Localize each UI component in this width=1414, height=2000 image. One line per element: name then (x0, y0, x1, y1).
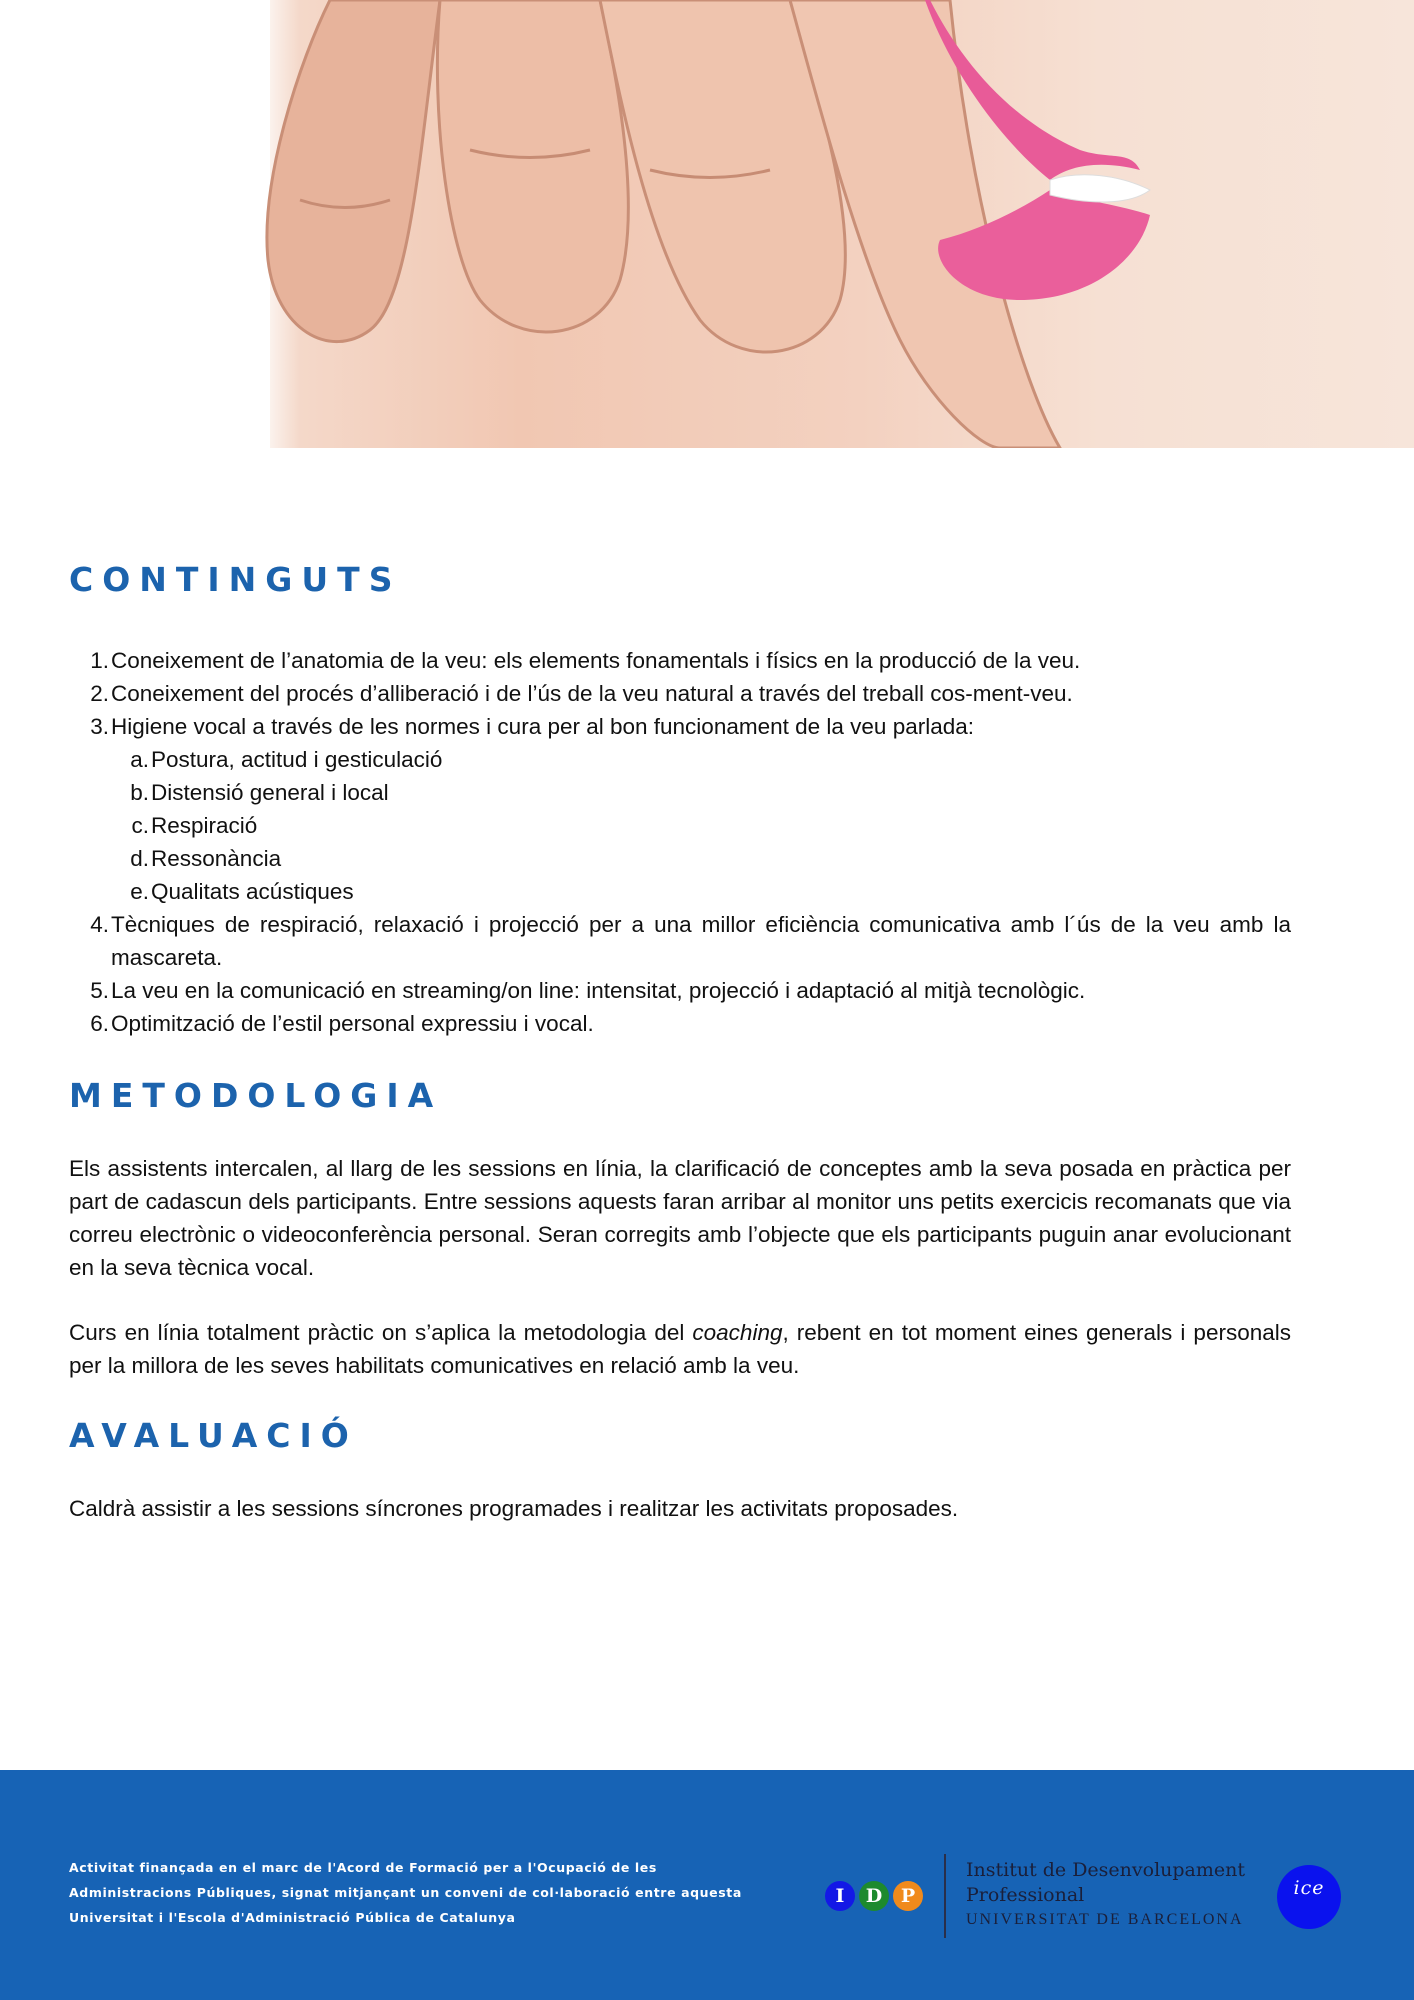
sublist-text: Qualitats acústiques (151, 879, 354, 904)
metodologia-paragraph-1: Els assistents intercalen, al llarg de les sessions en línia, la clarificació de conceptes amb la seva posada en pràctica per part de cadascun dels participants. Entre sessions aquests faran arribar al monitor uns petits exercicis recomanats que via correu electrònic o videoconferència personal. Seran corregits amb l’objecte que els participants puguin anar evolucionant en la seva tècnica vocal. (69, 1156, 1291, 1280)
list-item (69, 974, 1291, 1007)
sublist-item (69, 809, 1291, 842)
logo-divider (944, 1854, 946, 1938)
list-number: 4. (90, 912, 109, 937)
list-text: Coneixement de l’anatomia de la veu: els elements fonamentals i físics en la producció de la veu. (111, 648, 1081, 673)
sublist-letter: a. (130, 747, 149, 772)
emphasis-coaching: coaching (692, 1320, 783, 1345)
sublist-text: Postura, actitud i gesticulació (151, 747, 443, 772)
metodologia-paragraph-2 (69, 1316, 1291, 1382)
footer (0, 1770, 1414, 2000)
idp-logo-d: D (859, 1881, 889, 1911)
avaluacio-paragraph: Caldrà assistir a les sessions síncrones programades i realitzar les activitats proposades. (69, 1496, 959, 1521)
section-title-metodologia: METODOLOGIA (69, 1076, 443, 1115)
list-number: 5. (90, 978, 109, 1003)
idp-institution-name (966, 1858, 1245, 1908)
ice-logo (1277, 1865, 1341, 1929)
list-text: Coneixement del procés d’alliberació i de l’ús de la veu natural a través del treball cos-ment-veu. (111, 681, 1073, 706)
hero-photo (0, 0, 1414, 448)
teeth (1050, 175, 1150, 202)
list-item (69, 908, 1291, 974)
sublist-letter: e. (130, 879, 149, 904)
idp-name-line2: Professional (966, 1884, 1085, 1906)
idp-logo-i: I (825, 1881, 855, 1911)
sublist-letter: c. (131, 813, 149, 838)
sublist (69, 743, 1291, 908)
sublist-text: Ressonància (151, 846, 282, 871)
sublist-letter: b. (130, 780, 149, 805)
list-text: Tècniques de respiració, relaxació i projecció per a una millor eficiència comunicativa amb l´ús de la veu amb la mascareta. (111, 912, 1291, 970)
list-text: La veu en la comunicació en streaming/on line: intensitat, projecció i adaptació al mitjà tecnològic. (111, 978, 1086, 1003)
list-item (69, 710, 1291, 743)
list-number: 3. (90, 714, 109, 739)
finger-1 (267, 0, 440, 342)
list-number: 2. (90, 681, 109, 706)
list-item (69, 644, 1291, 677)
finger-2 (437, 0, 628, 332)
sublist-text: Respiració (151, 813, 258, 838)
list-number: 1. (90, 648, 109, 673)
list-text: Higiene vocal a través de les normes i cura per al bon funcionament de la veu parlada: (111, 714, 974, 739)
sublist-item (69, 776, 1291, 809)
paragraph-text: Curs en línia totalment pràctic on s’aplica la metodologia del (69, 1320, 693, 1345)
ice-logo-text: ice (1293, 1877, 1325, 1899)
list-item (69, 1007, 1291, 1040)
contents-list (69, 644, 1291, 1040)
main-content (69, 560, 1291, 1525)
list-text: Optimització de l’estil personal expressiu i vocal. (111, 1011, 594, 1036)
idp-name-line1: Institut de Desenvolupament (966, 1859, 1246, 1881)
university-name: UNIVERSITAT DE BARCELONA (966, 1911, 1244, 1928)
sublist-item (69, 875, 1291, 908)
sublist-item (69, 743, 1291, 776)
paragraph-text: , rebent en tot moment eines generals i personals per la millora de les seves habilitats comunicatives en relació amb la veu. (69, 1320, 1291, 1378)
list-number: 6. (90, 1011, 109, 1036)
sublist-letter: d. (130, 846, 149, 871)
sublist-text: Distensió general i local (151, 780, 389, 805)
sublist-item (69, 842, 1291, 875)
hand-and-lips-illustration (0, 0, 1414, 448)
idp-logo-p: P (893, 1881, 923, 1911)
section-title-continguts: CONTINGUTS (69, 560, 402, 599)
list-item (69, 677, 1291, 710)
sublist-container (69, 743, 1291, 908)
funding-notice: Activitat finançada en el marc de l'Acord de Formació per a l'Ocupació de les Administracions Públiques, signat mitjançant un conveni de col·laboració entre aquesta Universitat i l'Escola d'Administració Pública de Catalunya (69, 1860, 742, 1925)
section-title-avaluacio: AVALUACIÓ (69, 1416, 358, 1455)
